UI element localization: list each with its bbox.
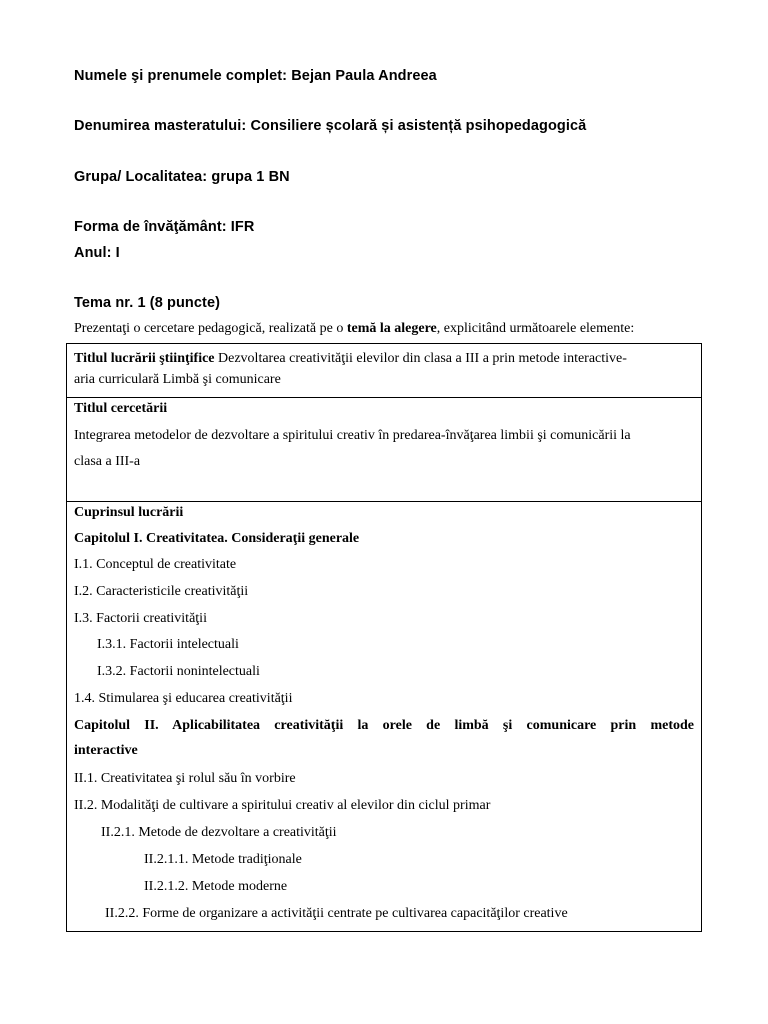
task-intro-end: , explicitând următoarele elemente: <box>436 321 635 336</box>
toc-item: I.3.2. Factorii nonintelectuali <box>97 664 260 679</box>
task-title: Tema nr. 1 (8 puncte) <box>74 295 221 311</box>
toc-item: I.2. Caracteristicile creativităţii <box>74 584 249 599</box>
group-line: Grupa/ Localitatea: grupa 1 BN <box>74 169 290 185</box>
research-title-text-cont: clasa a III-a <box>74 454 141 469</box>
research-table <box>66 343 702 932</box>
contents-row <box>67 502 701 931</box>
toc-item: I.3.1. Factorii intelectuali <box>97 637 239 652</box>
toc-item: I.1. Conceptul de creativitate <box>74 557 237 572</box>
year-line: Anul: I <box>74 245 120 261</box>
toc-item: II.2.1.2. Metode moderne <box>144 879 288 894</box>
toc-item: 1.4. Stimularea şi educarea creativităţii <box>74 691 293 706</box>
student-name-line: Numele şi prenumele complet: Bejan Paula Andreea <box>74 68 437 84</box>
research-title-row <box>67 398 701 502</box>
study-form-line: Forma de învăţământ: IFR <box>74 219 255 235</box>
research-title-label: Titlul cercetării <box>74 401 168 416</box>
scientific-title-row <box>67 344 701 398</box>
scientific-title-text: Dezvoltarea creativităţii elevilor din clasa a III a prin metode interactive- <box>214 351 627 366</box>
chapter-2-heading: Capitolul II. Aplicabilitatea creativităţii la orele de limbă şi comunicare prin metode <box>74 718 694 733</box>
chapter-1-heading: Capitolul I. Creativitatea. Consideraţii generale <box>74 531 360 546</box>
toc-item: II.2. Modalităţi de cultivare a spiritului creativ al elevilor din ciclul primar <box>74 798 491 813</box>
toc-item: I.3. Factorii creativităţii <box>74 611 207 626</box>
toc-item: II.2.1. Metode de dezvoltare a creativităţii <box>101 825 337 840</box>
toc-item: II.2.2. Forme de organizare a activităţii centrate pe cultivarea capacităţilor creative <box>105 906 568 921</box>
task-intro-start: Prezentaţi o cercetare pedagogică, realizată pe o <box>74 321 347 336</box>
toc-item: II.2.1.1. Metode tradiţionale <box>144 852 302 867</box>
toc-item: II.1. Creativitatea şi rolul său în vorbire <box>74 771 296 786</box>
scientific-title-label: Titlul lucrării ştiinţifice <box>74 351 215 366</box>
contents-label: Cuprinsul lucrării <box>74 505 184 520</box>
master-program-line: Denumirea masteratului: Consiliere școlară și asistență psihopedagogică <box>74 118 587 134</box>
chapter-2-heading-cont: interactive <box>74 743 138 758</box>
task-intro-emphasis: temă la alegere <box>346 321 437 336</box>
research-title-text: Integrarea metodelor de dezvoltare a spiritului creativ în predarea-învăţarea limbii şi comunicării la <box>74 428 631 443</box>
task-intro <box>74 321 634 337</box>
scientific-title-text-cont: aria curriculară Limbă şi comunicare <box>74 372 281 387</box>
